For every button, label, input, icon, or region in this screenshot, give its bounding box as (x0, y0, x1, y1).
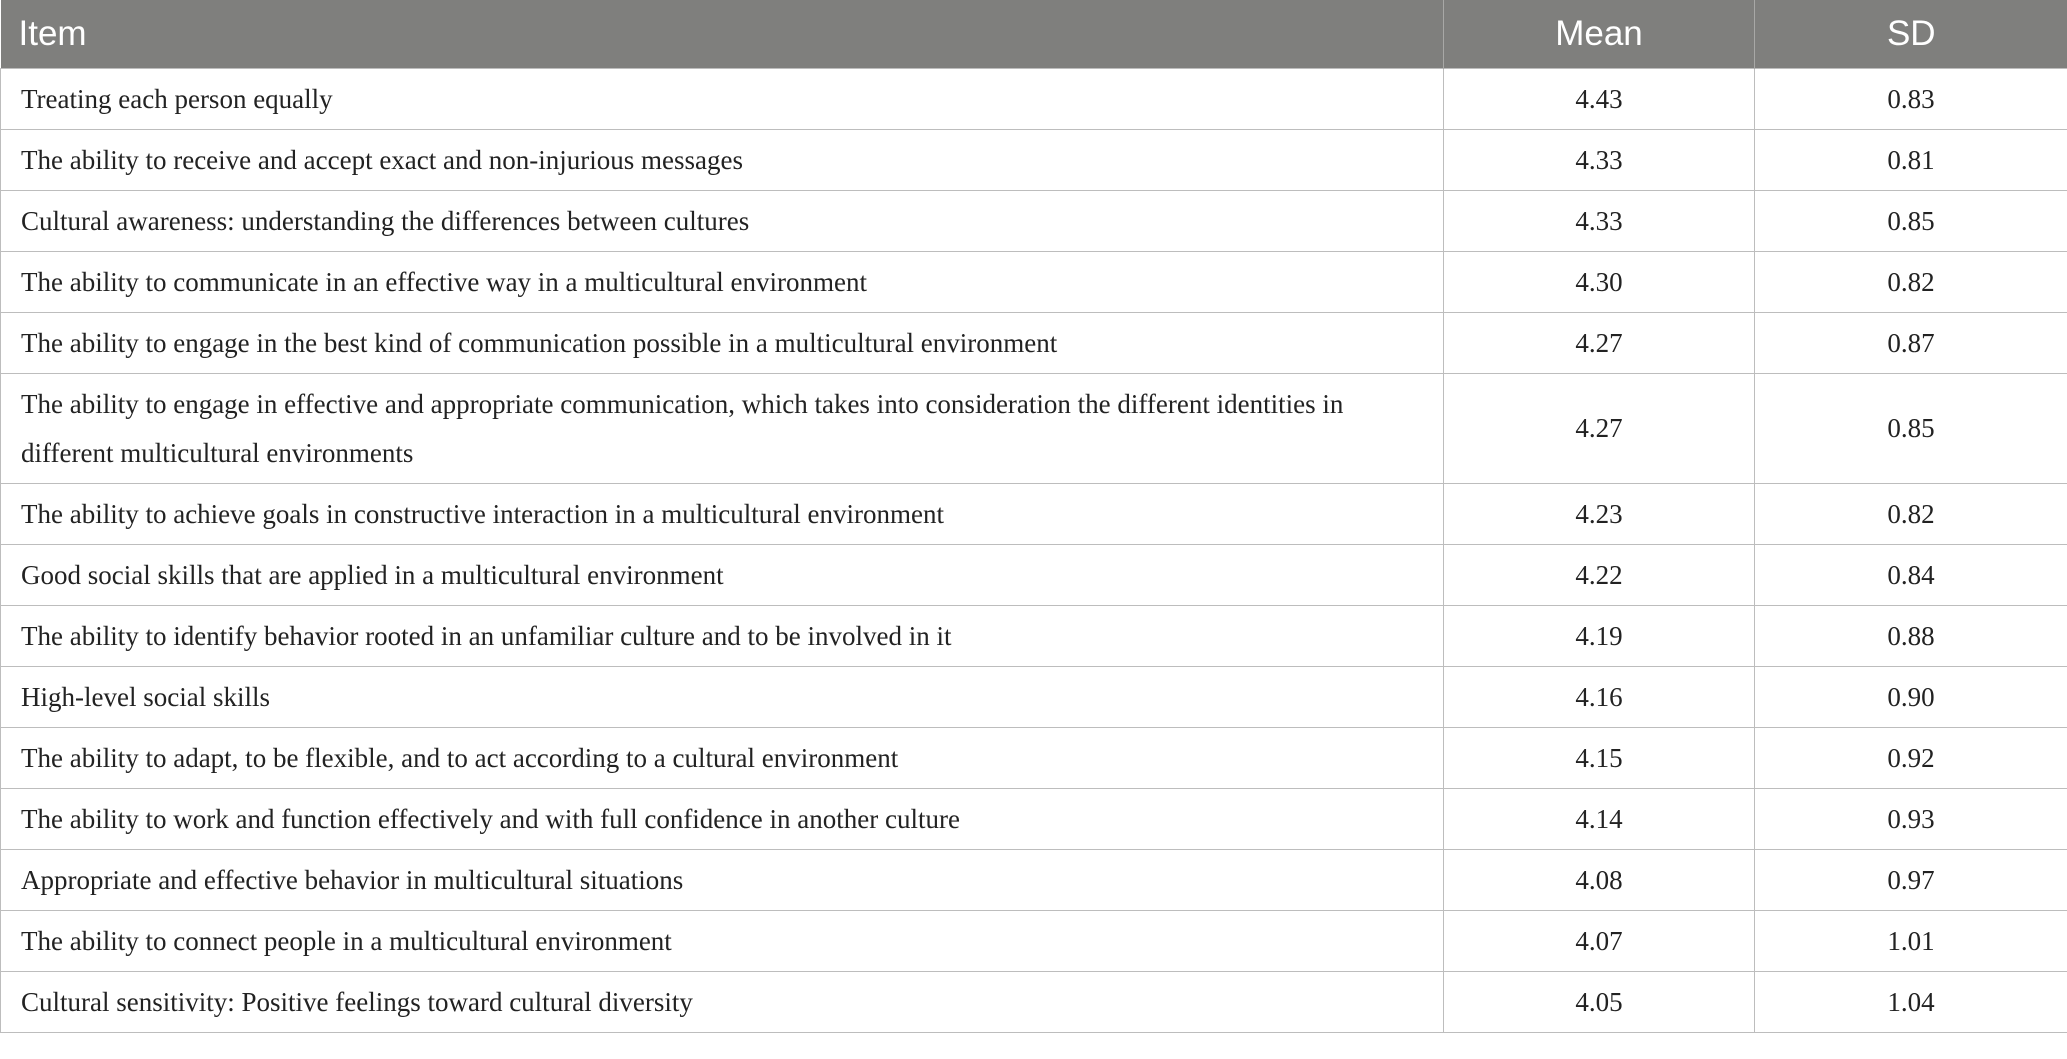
cell-item: The ability to engage in the best kind of communication possible in a multicultural environment (1, 313, 1444, 374)
table-row (1, 484, 2067, 545)
cell-item: The ability to adapt, to be flexible, and to act according to a cultural environment (1, 728, 1444, 789)
cell-mean: 4.43 (1444, 69, 1755, 130)
table-row (1, 667, 2067, 728)
table-row (1, 728, 2067, 789)
cell-mean: 4.27 (1444, 374, 1755, 484)
cell-item: Cultural awareness: understanding the differences between cultures (1, 191, 1444, 252)
cell-sd: 0.88 (1755, 606, 2067, 667)
table-row (1, 606, 2067, 667)
cell-item: Good social skills that are applied in a multicultural environment (1, 545, 1444, 606)
cell-sd: 0.83 (1755, 69, 2067, 130)
cell-sd: 0.93 (1755, 789, 2067, 850)
cell-mean: 4.16 (1444, 667, 1755, 728)
cell-item: The ability to receive and accept exact and non-injurious messages (1, 130, 1444, 191)
cell-sd: 0.84 (1755, 545, 2067, 606)
table-row (1, 545, 2067, 606)
cell-sd: 1.04 (1755, 972, 2067, 1033)
cell-item: Appropriate and effective behavior in multicultural situations (1, 850, 1444, 911)
cell-sd: 0.81 (1755, 130, 2067, 191)
cell-mean: 4.19 (1444, 606, 1755, 667)
cell-mean: 4.14 (1444, 789, 1755, 850)
cell-sd: 0.82 (1755, 484, 2067, 545)
cell-sd: 1.01 (1755, 911, 2067, 972)
table-row (1, 972, 2067, 1033)
cell-mean: 4.15 (1444, 728, 1755, 789)
cell-item: The ability to achieve goals in constructive interaction in a multicultural environment (1, 484, 1444, 545)
table-row (1, 69, 2067, 130)
cell-item: Treating each person equally (1, 69, 1444, 130)
cell-mean: 4.07 (1444, 911, 1755, 972)
table-body (1, 69, 2067, 1033)
header-sd: SD (1755, 0, 2067, 69)
cell-sd: 0.82 (1755, 252, 2067, 313)
cell-mean: 4.23 (1444, 484, 1755, 545)
cell-sd: 0.97 (1755, 850, 2067, 911)
cell-sd: 0.87 (1755, 313, 2067, 374)
header-row (1, 0, 2067, 69)
header-mean: Mean (1444, 0, 1755, 69)
table-header (1, 0, 2067, 69)
cell-item: The ability to connect people in a multicultural environment (1, 911, 1444, 972)
table-row (1, 911, 2067, 972)
cell-mean: 4.33 (1444, 130, 1755, 191)
cell-sd: 0.92 (1755, 728, 2067, 789)
table-row (1, 252, 2067, 313)
table-row (1, 313, 2067, 374)
cell-mean: 4.05 (1444, 972, 1755, 1033)
cell-item: The ability to identify behavior rooted in an unfamiliar culture and to be involved in it (1, 606, 1444, 667)
table-row (1, 130, 2067, 191)
cell-mean: 4.30 (1444, 252, 1755, 313)
cell-mean: 4.27 (1444, 313, 1755, 374)
cell-mean: 4.22 (1444, 545, 1755, 606)
cell-item: The ability to communicate in an effective way in a multicultural environment (1, 252, 1444, 313)
cell-sd: 0.85 (1755, 191, 2067, 252)
table-row (1, 374, 2067, 484)
table-row (1, 850, 2067, 911)
cell-sd: 0.85 (1755, 374, 2067, 484)
cell-mean: 4.33 (1444, 191, 1755, 252)
cell-sd: 0.90 (1755, 667, 2067, 728)
cell-item: Cultural sensitivity: Positive feelings toward cultural diversity (1, 972, 1444, 1033)
cell-mean: 4.08 (1444, 850, 1755, 911)
table-row (1, 191, 2067, 252)
cell-item: The ability to engage in effective and appropriate communication, which takes into consideration the different identities in different multicultural environments (1, 374, 1444, 484)
cell-item: High-level social skills (1, 667, 1444, 728)
table-row (1, 789, 2067, 850)
cell-item: The ability to work and function effectively and with full confidence in another culture (1, 789, 1444, 850)
header-item: Item (1, 0, 1444, 69)
